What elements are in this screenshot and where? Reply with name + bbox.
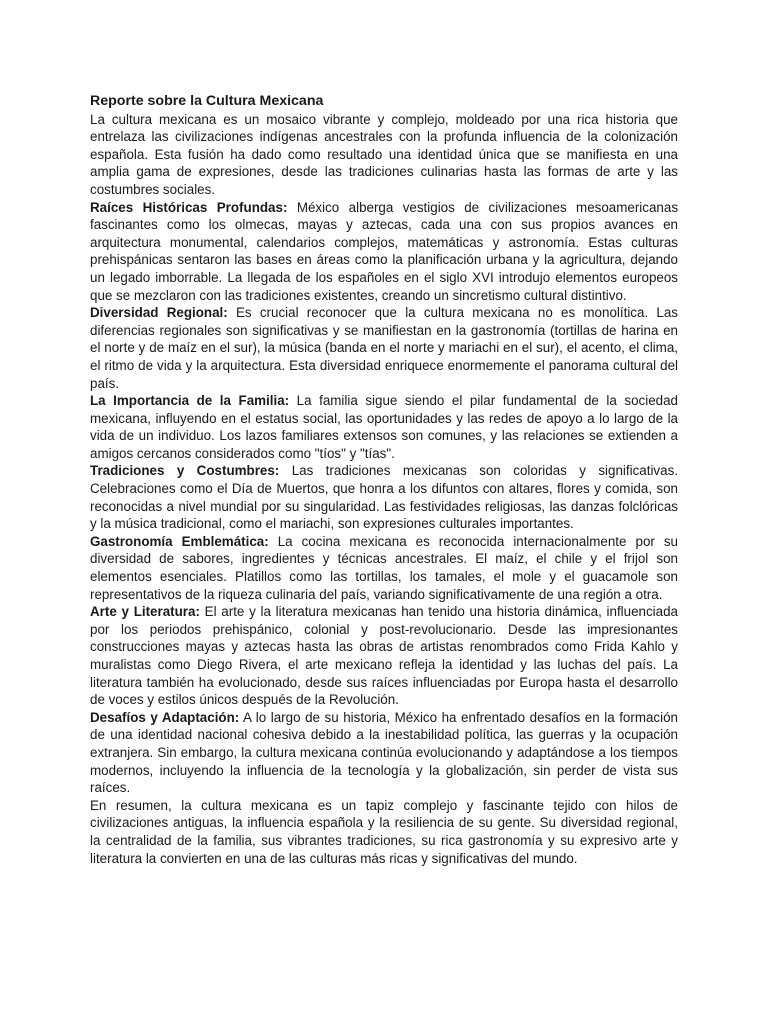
section-text: Es crucial reconocer que la cultura mexicana no es monolítica. Las diferencias regionales son significativas y se manifiestan en la gastronomía (tortillas de harina en el norte y de maíz en el sur), la música (banda en el norte y mariachi en el sur), el acento, el clima, el ritmo de vida y la arquitectura. Esta diversidad enriquece enormemente el panorama cultural del país. — [90, 305, 678, 391]
section-text: Las tradiciones mexicanas son coloridas y significativas. Celebraciones como el Día de Muertos, que honra a los difuntos con altares, flores y comida, son reconocidas a nivel mundial por su singularidad. Las festividades religiosas, las danzas folclóricas y la música tradicional, como el mariachi, son expresiones culturales importantes. — [90, 463, 678, 532]
section-heading: Raíces Históricas Profundas: — [90, 199, 288, 215]
section-text: El arte y la literatura mexicanas han tenido una historia dinámica, influenciada por los periodos prehispánico, colonial y post-revolucionario. Desde las impresionantes construcciones mayas y aztecas hasta las obras de artistas renombrados como Frida Kahlo y muralistas como Diego Rivera, el arte mexicano refleja la identidad y las luchas del país. La literatura también ha evolucionado, desde sus raíces influenciadas por Europa hasta el desarrollo de voces y estilos únicos después de la Revolución. — [90, 604, 678, 708]
section-text: La familia sigue siendo el pilar fundamental de la sociedad mexicana, influyendo en el estatus social, las oportunidades y las redes de apoyo a lo largo de la vida de un individuo. Los lazos familiares extensos son comunes, y las relaciones se extienden a amigos cercanos considerados como "tíos" y "tías". — [90, 393, 678, 461]
section-text: A lo largo de su historia, México ha enfrentado desafíos en la formación de una identidad nacional cohesiva debido a la inestabilidad política, las guerras y la ocupación extranjera. Sin embargo, la cultura mexicana continúa evolucionando y adaptándose a los tiempos modernos, incluyendo la influencia de la tecnología y la globalización, sin perder de vista sus raíces. — [90, 709, 678, 796]
intro-paragraph: La cultura mexicana es un mosaico vibrante y complejo, moldeado por una rica historia que entrelaza las civilizaciones indígenas ancestrales con la profunda influencia de la colonización española. Esta fusión ha dado como resultado una identidad única que se manifiesta en una amplia gama de expresiones, desde las tradiciones culinarias hasta las formas de arte y las costumbres sociales. — [90, 111, 678, 197]
document-page — [90, 93, 678, 867]
section-paragraph-arte — [90, 603, 678, 709]
section-heading: Gastronomía Emblemática: — [90, 533, 269, 549]
section-paragraph-tradiciones — [90, 462, 678, 532]
section-paragraph-desafios — [90, 709, 678, 797]
section-text: La cocina mexicana es reconocida internacionalmente por su diversidad de sabores, ingredientes y técnicas ancestrales. El maíz, el chile y el frijol son elementos esenciales. Platillos como las tortillas, los tamales, el mole y el guacamole son representativos de la riqueza culinaria del país, variando significativamente de una región a otra. — [90, 533, 679, 602]
section-text: México alberga vestigios de civilizaciones mesoamericanas fascinantes como los olmecas, mayas y aztecas, cada una con sus propios avances en arquitectura monumental, calendarios complejos, matemáticas y astronomía. Estas culturas prehispánicas sentaron las bases en áreas como la planificación urbana y la agricultura, dejando un legado imborrable. La llegada de los españoles en el siglo XVI introdujo elementos europeos que se mezclaron con las tradiciones existentes, creando un sincretismo cultural distintivo. — [90, 199, 679, 303]
section-heading: Tradiciones y Costumbres: — [90, 463, 280, 479]
conclusion-paragraph: En resumen, la cultura mexicana es un tapiz complejo y fascinante tejido con hilos de civilizaciones antiguas, la influencia española y la resiliencia de su gente. Su diversidad regional, la centralidad de la familia, sus vibrantes tradiciones, su rica gastronomía y su expresivo arte y literatura la convierten en una de las culturas más ricas y significativas del mundo. — [90, 797, 678, 866]
section-paragraph-historia — [90, 199, 678, 305]
section-heading: La Importancia de la Familia: — [90, 393, 290, 409]
section-paragraph-diversidad — [90, 304, 678, 392]
section-paragraph-familia — [90, 392, 678, 462]
document-title: Reporte sobre la Cultura Mexicana — [90, 93, 324, 109]
section-paragraph-gastronomia — [90, 533, 678, 603]
section-heading: Diversidad Regional: — [90, 305, 228, 321]
section-heading: Arte y Literatura: — [90, 604, 200, 620]
section-heading: Desafíos y Adaptación: — [90, 709, 240, 725]
